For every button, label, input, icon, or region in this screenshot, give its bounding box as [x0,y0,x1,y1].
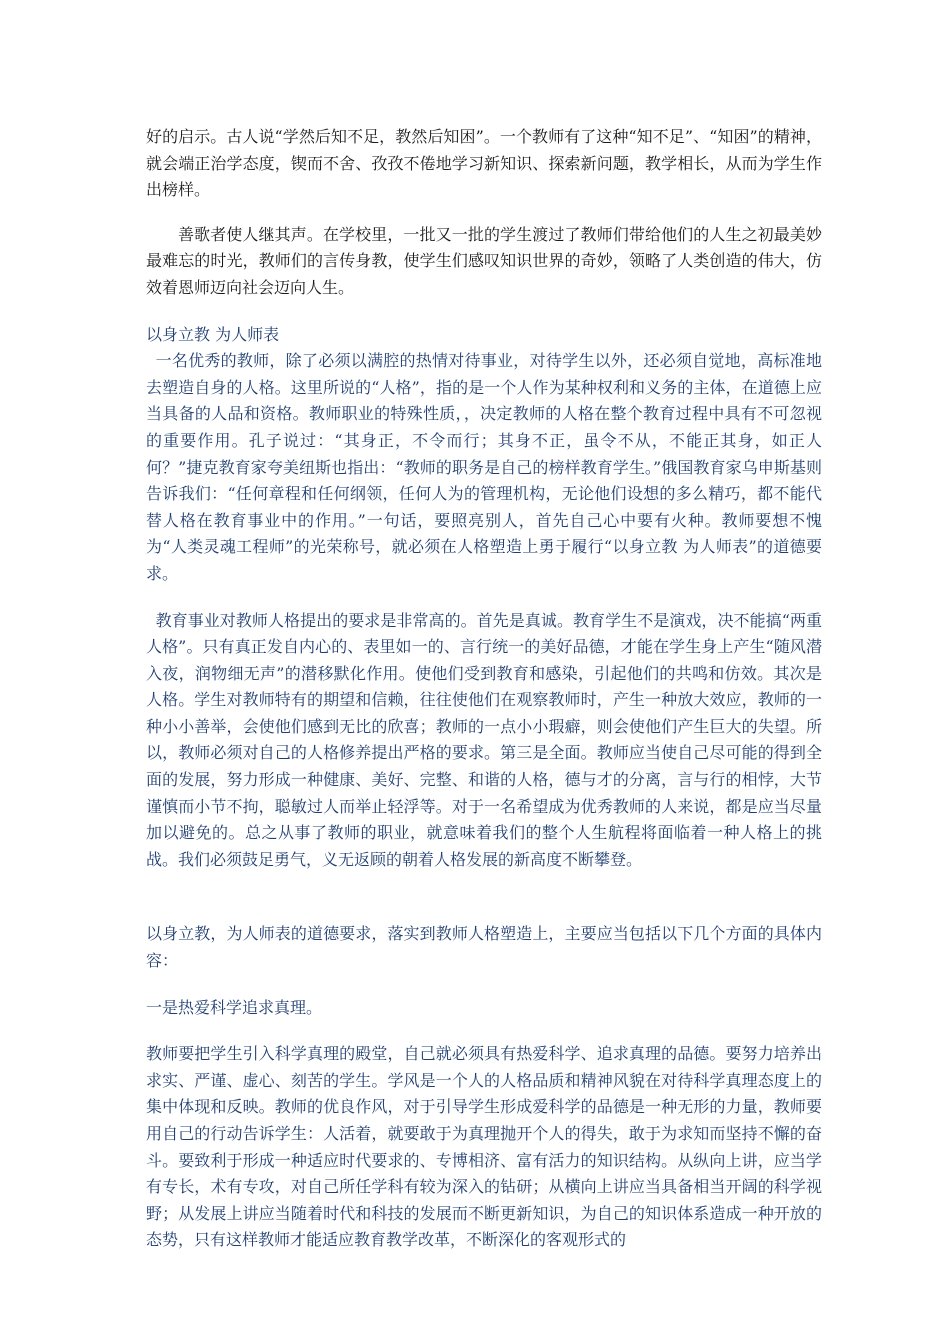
section-heading: 以身立教 为人师表 [146,324,280,344]
spacer [146,975,822,995]
point-one-heading: 一是热爱科学追求真理。 [146,997,323,1017]
spacer [146,873,822,921]
paragraph-requirements: 教育事业对教师人格提出的要求是非常高的。首先是真诚。教育学生不是演戏，决不能搞“两重人格”。只有真正发自内心的、表里如一的、言行统一的美好品德，才能在学生身上产生“随风潜入夜，润物细无声”的潜移默化作用。使他们受到教育和感染，引起他们的共鸣和仿效。其次是人格。学生对教师特有的期望和信赖，往往使他们在观察教师时，产生一种放大效应，教师的一种小小善举，会使他们感到无比的欣喜；教师的一点小小瑕癖，则会使他们产生巨大的失望。所以，教师必须对自己的人格修养提出严格的要求。第三是全面。教师应当使自己尽可能的得到全面的发展，努力形成一种健康、美好、完整、和谐的人格，德与才的分离，言与行的相悖，大节谨慎而小节不拘，聪敏过人而举止轻浮等。对于一名希望成为优秀教师的人来说，都是应当尽量加以避免的。总之从事了教师的职业，就意味着我们的整个人生航程将面临着一种人格上的挑战。我们必须鼓足勇气，义无返顾的朝着人格发展的新高度不断攀登。 [146,610,822,869]
spacer [146,204,822,222]
document-page [146,124,822,1254]
paragraph-good-singer: 善歌者使人继其声。在学校里，一批又一批的学生渡过了教师们带给他们的人生之初最美妙最难忘的时光，教师们的言传身教，使学生们感叹知识世界的奇妙，领略了人类创造的伟大，仿效着恩师迈向社会迈向人生。 [146,224,822,297]
paragraph-content-intro: 以身立教，为人师表的道德要求，落实到教师人格塑造上，主要应当包括以下几个方面的具体内容： [146,924,822,971]
paragraph-teacher-personality: 一名优秀的教师，除了必须以满腔的热情对待事业，对待学生以外，还必须自觉地，高标准地去塑造自身的人格。这里所说的“人格”，指的是一个人作为某种权利和义务的主体，在道德上应当具备的人品和资格。教师职业的特殊性质，，决定教师的人格在整个教育过程中具有不可忽视的重要作用。孔子说过：“其身正，不令而行；其身不正，虽令不从，不能正其身，如正人何？”捷克教育家夸美纽斯也指出：“教师的职务是自己的榜样教育学生。”俄国教育家乌申斯基则告诉我们：“任何章程和任何纲领，任何人为的管理机构，无论他们设想的多么精巧，都不能代替人格在教育事业中的作用。”一句话，要照亮别人，首先自己心中要有火种。教师要想不愧为“人类灵魂工程师”的光荣称号，就必须在人格塑造上勇于履行“以身立教 为人师表”的道德要求。 [146,351,822,583]
spacer [146,1021,822,1041]
spacer [146,302,822,322]
paragraph-continuation: 好的启示。古人说“学然后知不足，教然后知困”。一个教师有了这种“知不足”、“知困”的精神，就会端正治学态度，锲而不舍、孜孜不倦地学习新知识、探索新问题，教学相长，从而为学生作出榜样。 [146,127,822,200]
spacer [146,588,822,608]
paragraph-love-science: 教师要把学生引入科学真理的殿堂，自己就必须具有热爱科学、追求真理的品德。要努力培养出求实、严谨、虚心、刻苦的学生。学风是一个人的人格品质和精神风貌在对待科学真理态度上的集中体现和反映。教师的优良作风，对于引导学生形成爱科学的品德是一种无形的力量，教师要用自己的行动告诉学生：人活着，就要敢于为真理抛开个人的得失，敢于为求知而坚持不懈的奋斗。要致利于形成一种适应时代要求的、专博相济、富有活力的知识结构。从纵向上讲，应当学有专长，术有专攻，对自己所任学科有较为深入的钻研；从横向上讲应当具备相当开阔的科学视野；从发展上讲应当随着时代和科技的发展而不断更新知识，为自己的知识体系造成一种开放的态势，只有这样教师才能适应教育教学改革，不断深化的客观形式的 [146,1044,822,1250]
